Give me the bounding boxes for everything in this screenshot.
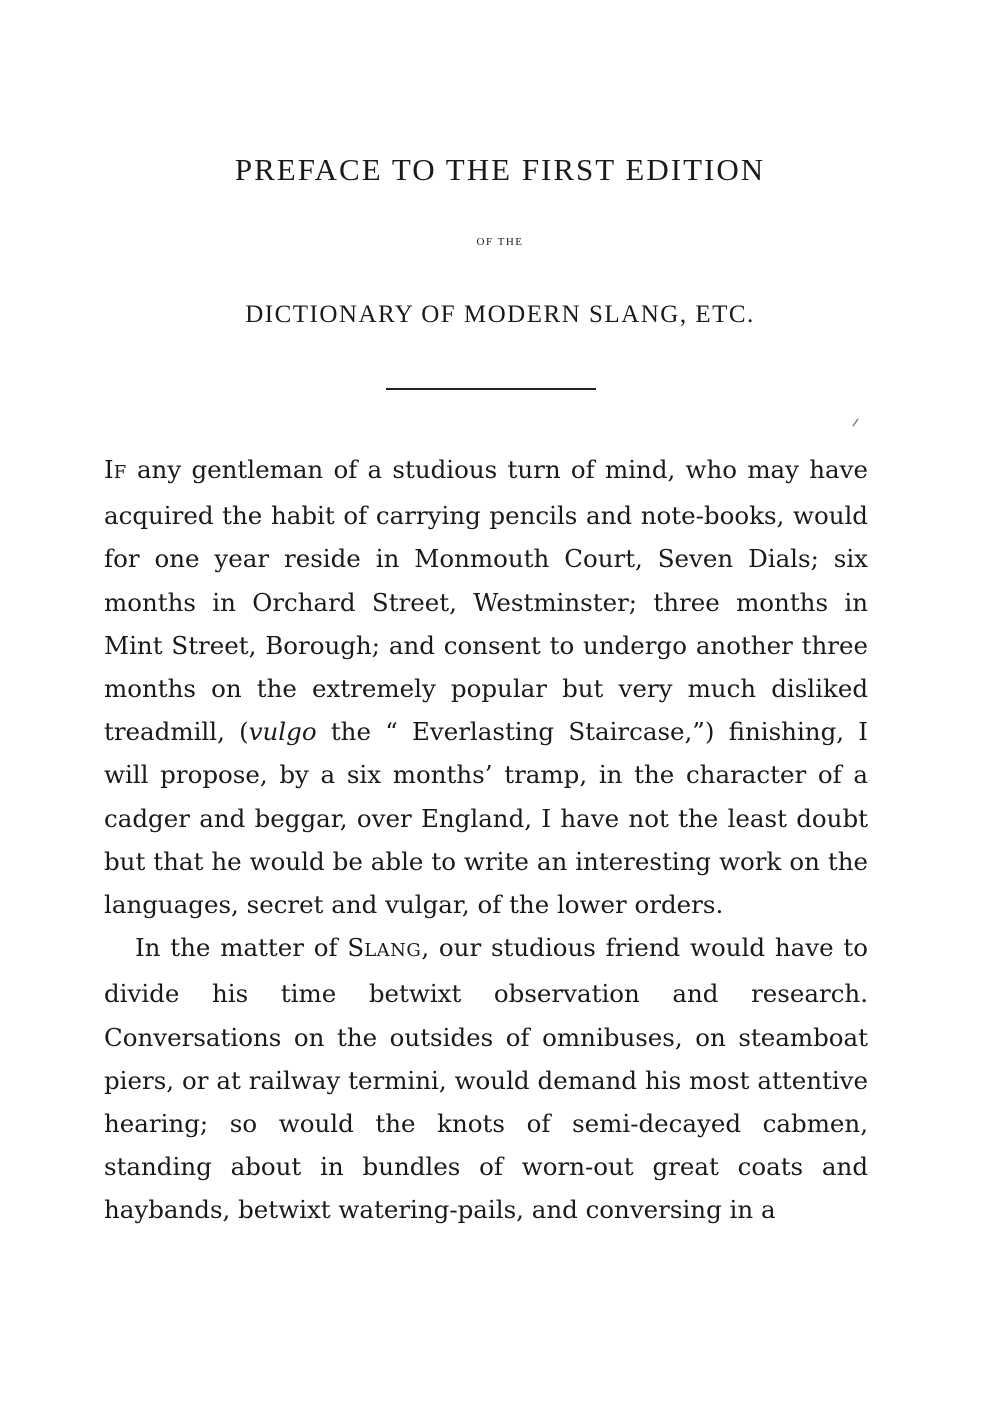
paragraph-2-text-b: , our studious friend would have to divide his time betwixt observation and research. Conversations on the outsides of omnibuses, on steamboat piers, or at railway termini, would demand his most attentive hearing; so would the knots of semi-decayed cabmen, standing about in bundles of worn-out great coats and haybands, betwixt watering-pails, and conversing in a — [104, 933, 868, 1225]
paragraph-2-text-a: In the matter of — [135, 933, 348, 963]
dictionary-subtitle: DICTIONARY OF MODERN SLANG, ETC. — [245, 301, 755, 328]
paragraph-1-text-a: any gentleman of a studious turn of mind, who may have acquired the habit of carrying pencils and note-books, would for one year reside in Monmouth Court, Seven Dials; six months in Orchard Street, Westminster; three months in Mint Street, Borough; and consent to undergo another three months on the extremely popular but very much disliked treadmill, ( — [104, 455, 868, 747]
slang-smallcaps: LANG — [364, 940, 422, 962]
preface-title: PREFACE TO THE FIRST EDITION — [234, 152, 766, 187]
preface-body — [104, 448, 868, 1232]
vulgo-italic: vulgo — [248, 717, 317, 747]
paragraph-1 — [104, 448, 868, 926]
stray-mark — [853, 419, 859, 427]
slang-initial: S — [347, 933, 365, 963]
opening-word-smallcaps: F — [113, 462, 127, 483]
opening-word-initial: I — [104, 455, 114, 484]
of-the-connector: OF THE — [476, 236, 524, 248]
section-divider-rule — [386, 388, 596, 390]
paragraph-1-text-b: the “ Everlasting Staircase,”) finishing, I will propose, by a six months’ tramp, in the character of a cadger and beggar, over England, I have not the least doubt but that he would be able to write an interesting work on the languages, secret and vulgar, of the lower orders. — [104, 717, 868, 920]
paragraph-2 — [104, 926, 868, 1231]
